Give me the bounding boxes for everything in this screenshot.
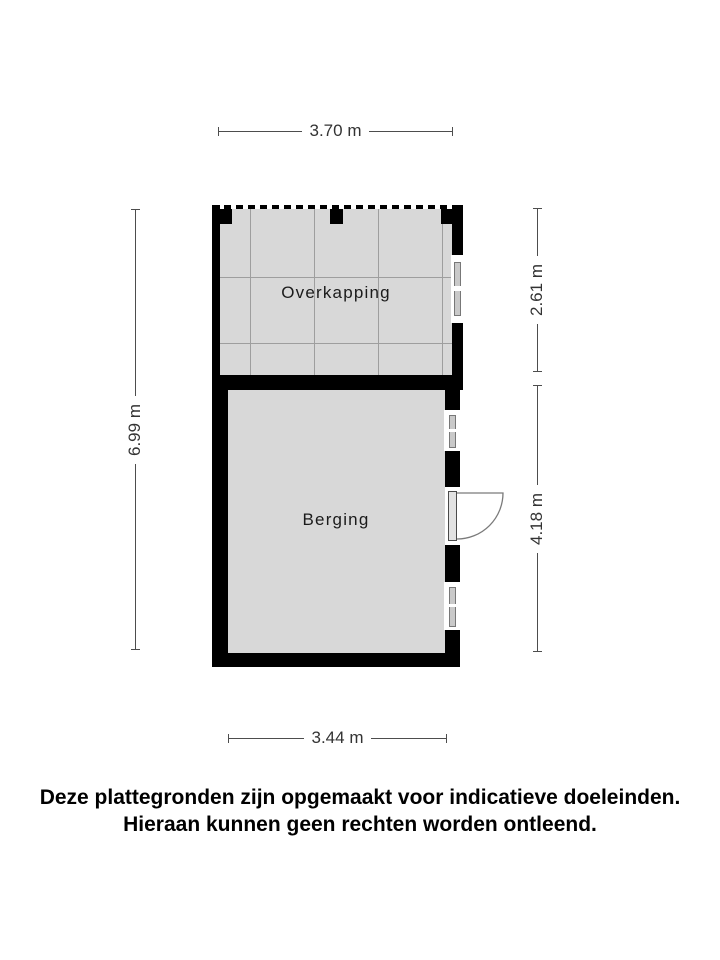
wall-berging-left — [212, 390, 228, 667]
dimension-bottom — [228, 728, 447, 747]
wall-overkapping-left — [212, 205, 220, 377]
roof-post — [330, 209, 343, 224]
window-overkapping — [451, 255, 464, 323]
dimension-right-upper — [527, 208, 546, 372]
grid-line — [250, 209, 251, 377]
dimension-label-left: 6.99 m — [125, 396, 145, 464]
dimension-tick — [533, 385, 542, 386]
window-berging-upper — [444, 410, 461, 451]
dimension-label-top: 3.70 m — [302, 121, 370, 141]
dimension-left — [125, 209, 144, 650]
window-divider — [448, 604, 457, 607]
room-label-berging: Berging — [302, 510, 370, 529]
dimension-label-right-lower: 4.18 m — [527, 485, 547, 553]
grid-line — [220, 277, 452, 278]
dimension-label-bottom: 3.44 m — [304, 728, 372, 748]
dimension-tick — [452, 127, 453, 136]
dimension-tick — [228, 734, 229, 743]
dimension-top — [218, 121, 453, 140]
window-glass — [449, 587, 456, 627]
wall-middle — [212, 375, 463, 390]
wall-berging-bottom — [212, 653, 460, 667]
door-swing-arc — [457, 487, 507, 543]
dimension-tick — [533, 651, 542, 652]
window-divider — [448, 429, 457, 432]
dimension-tick — [131, 209, 140, 210]
room-label-overkapping: Overkapping — [281, 283, 391, 302]
window-berging-lower — [444, 582, 461, 630]
dimension-tick — [533, 208, 542, 209]
window-divider — [453, 286, 462, 291]
dimension-tick — [131, 649, 140, 650]
roof-post — [441, 209, 453, 224]
dimension-tick — [533, 371, 542, 372]
door-leaf-closed — [448, 491, 457, 541]
dimension-label-right-upper: 2.61 m — [527, 256, 547, 324]
disclaimer-line-2: Hieraan kunnen geen rechten worden ontleend. — [123, 813, 597, 836]
grid-line — [220, 343, 452, 344]
dimension-tick — [218, 127, 219, 136]
roof-post — [220, 209, 232, 224]
disclaimer-line-1: Deze plattegronden zijn opgemaakt voor indicatieve doeleinden. — [39, 786, 681, 809]
dimension-right-lower — [527, 385, 546, 652]
dimension-tick — [446, 734, 447, 743]
disclaimer-text — [0, 784, 720, 838]
grid-line — [442, 209, 443, 377]
